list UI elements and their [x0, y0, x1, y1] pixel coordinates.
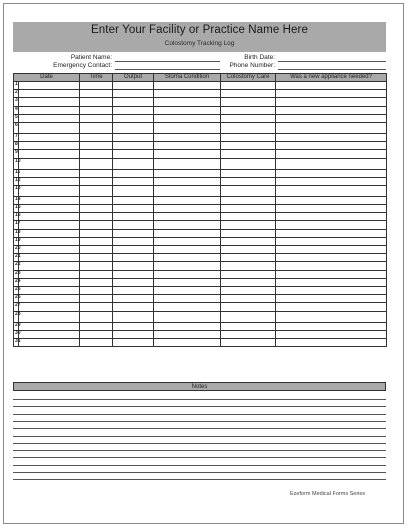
table-row	[14, 237, 387, 245]
table-cell[interactable]	[154, 330, 221, 338]
table-row	[14, 142, 387, 150]
table-cell[interactable]	[276, 106, 387, 114]
table-cell[interactable]	[221, 322, 276, 330]
table-cell[interactable]	[154, 286, 221, 294]
emergency-contact-label: Emergency Contact:	[53, 62, 112, 69]
table-cell[interactable]	[113, 270, 154, 278]
table-cell[interactable]	[276, 122, 387, 133]
table-cell[interactable]	[276, 262, 387, 270]
row-number: 22	[14, 262, 19, 270]
table-cell[interactable]	[154, 98, 221, 106]
table-cell[interactable]	[80, 205, 113, 213]
table-cell[interactable]	[276, 213, 387, 221]
row-number: 14	[14, 196, 19, 204]
colostomy-log-table	[13, 73, 387, 347]
table-cell[interactable]	[80, 185, 113, 196]
table-cell[interactable]	[276, 185, 387, 196]
notes-line[interactable]	[13, 443, 386, 444]
row-number: 7	[14, 133, 19, 141]
table-cell[interactable]	[154, 246, 221, 254]
table-cell[interactable]	[276, 90, 387, 98]
table-cell[interactable]	[113, 142, 154, 150]
table-cell[interactable]	[80, 98, 113, 106]
row-number: 10	[14, 158, 19, 169]
table-cell[interactable]	[221, 338, 276, 346]
phone-number-label: Phone Number:	[229, 62, 275, 69]
column-header-output: Output	[113, 74, 154, 82]
table-cell[interactable]	[154, 322, 221, 330]
table-cell[interactable]	[19, 303, 80, 311]
table-cell[interactable]	[276, 177, 387, 185]
table-cell[interactable]	[19, 82, 80, 90]
table-cell[interactable]	[154, 229, 221, 237]
table-cell[interactable]	[19, 262, 80, 270]
table-cell[interactable]	[113, 246, 154, 254]
notes-line[interactable]	[13, 472, 386, 473]
notes-line[interactable]	[13, 465, 386, 466]
row-number: 23	[14, 270, 19, 278]
table-cell[interactable]	[221, 254, 276, 262]
table-cell[interactable]	[113, 286, 154, 294]
table-cell[interactable]	[221, 122, 276, 133]
table-cell[interactable]	[154, 169, 221, 177]
table-cell[interactable]	[221, 295, 276, 303]
table-cell[interactable]	[221, 330, 276, 338]
table-cell[interactable]	[113, 221, 154, 229]
notes-line[interactable]	[13, 428, 386, 429]
emergency-contact-field[interactable]	[115, 69, 220, 70]
table-cell[interactable]	[113, 82, 154, 90]
table-cell[interactable]	[276, 338, 387, 346]
table-row	[14, 133, 387, 141]
table-cell[interactable]	[19, 286, 80, 294]
row-number: 29	[14, 322, 19, 330]
table-cell[interactable]	[19, 237, 80, 245]
column-header-date: Date	[14, 74, 80, 82]
column-header-time: Time	[80, 74, 113, 82]
table-cell[interactable]	[113, 229, 154, 237]
footer-credit: Ezeform Medical Forms Series	[290, 491, 366, 497]
column-header-colostomy-care: Colostomy Care	[221, 74, 276, 82]
table-cell[interactable]	[80, 295, 113, 303]
row-number: 31	[14, 338, 19, 346]
table-cell[interactable]	[113, 205, 154, 213]
table-row	[14, 213, 387, 221]
table-cell[interactable]	[154, 303, 221, 311]
table-cell[interactable]	[80, 169, 113, 177]
table-cell[interactable]	[80, 158, 113, 169]
table-cell[interactable]	[221, 286, 276, 294]
table-cell[interactable]	[221, 278, 276, 286]
row-number: 19	[14, 237, 19, 245]
table-cell[interactable]	[276, 158, 387, 169]
table-cell[interactable]	[19, 221, 80, 229]
table-cell[interactable]	[80, 142, 113, 150]
table-cell[interactable]	[154, 237, 221, 245]
table-cell[interactable]	[221, 270, 276, 278]
table-cell[interactable]	[19, 196, 80, 204]
table-cell[interactable]	[154, 205, 221, 213]
table-cell[interactable]	[80, 82, 113, 90]
table-cell[interactable]	[276, 205, 387, 213]
table-cell[interactable]	[80, 237, 113, 245]
table-cell[interactable]	[113, 322, 154, 330]
row-number: 5	[14, 114, 19, 122]
table-cell[interactable]	[276, 286, 387, 294]
table-cell[interactable]	[19, 177, 80, 185]
table-row	[14, 270, 387, 278]
table-cell[interactable]	[19, 150, 80, 158]
table-cell[interactable]	[221, 133, 276, 141]
table-cell[interactable]	[276, 142, 387, 150]
table-row	[14, 98, 387, 106]
row-number: 9	[14, 150, 19, 158]
column-header-stoma-condition: Stoma Condition	[154, 74, 221, 82]
table-cell[interactable]	[276, 270, 387, 278]
table-row	[14, 303, 387, 311]
table-cell[interactable]	[221, 90, 276, 98]
table-cell[interactable]	[113, 254, 154, 262]
table-cell[interactable]	[221, 106, 276, 114]
table-cell[interactable]	[113, 303, 154, 311]
table-cell[interactable]	[221, 311, 276, 322]
notes-line[interactable]	[13, 399, 386, 400]
table-cell[interactable]	[80, 196, 113, 204]
table-cell[interactable]	[276, 278, 387, 286]
notes-line[interactable]	[13, 406, 386, 407]
table-cell[interactable]	[276, 322, 387, 330]
table-cell[interactable]	[19, 122, 80, 133]
table-cell[interactable]	[80, 303, 113, 311]
table-cell[interactable]	[221, 196, 276, 204]
row-number: 2	[14, 90, 19, 98]
row-number: 18	[14, 229, 19, 237]
table-row	[14, 205, 387, 213]
table-cell[interactable]	[19, 330, 80, 338]
table-row	[14, 311, 387, 322]
table-cell[interactable]	[113, 90, 154, 98]
notes-line[interactable]	[13, 421, 386, 422]
table-cell[interactable]	[154, 106, 221, 114]
row-number: 26	[14, 295, 19, 303]
table-cell[interactable]	[19, 246, 80, 254]
row-number: 3	[14, 98, 19, 106]
table-cell[interactable]	[154, 158, 221, 169]
table-cell[interactable]	[80, 270, 113, 278]
table-cell[interactable]	[154, 270, 221, 278]
table-cell[interactable]	[276, 295, 387, 303]
form-header	[13, 22, 386, 52]
table-cell[interactable]	[276, 229, 387, 237]
table-cell[interactable]	[113, 177, 154, 185]
table-row	[14, 196, 387, 204]
table-cell[interactable]	[19, 270, 80, 278]
table-cell[interactable]	[113, 311, 154, 322]
table-row	[14, 185, 387, 196]
table-cell[interactable]	[154, 262, 221, 270]
table-row	[14, 169, 387, 177]
table-cell[interactable]	[19, 158, 80, 169]
table-row	[14, 90, 387, 98]
table-cell[interactable]	[19, 114, 80, 122]
table-cell[interactable]	[113, 133, 154, 141]
table-cell[interactable]	[113, 278, 154, 286]
table-row	[14, 278, 387, 286]
row-number: 25	[14, 286, 19, 294]
table-cell[interactable]	[276, 221, 387, 229]
table-cell[interactable]	[80, 262, 113, 270]
table-cell[interactable]	[113, 98, 154, 106]
notes-line[interactable]	[13, 457, 386, 458]
row-number: 15	[14, 205, 19, 213]
table-cell[interactable]	[80, 322, 113, 330]
table-cell[interactable]	[221, 229, 276, 237]
table-cell[interactable]	[154, 295, 221, 303]
row-number: 1	[14, 82, 19, 90]
table-cell[interactable]	[154, 213, 221, 221]
table-cell[interactable]	[221, 237, 276, 245]
row-number: 4	[14, 106, 19, 114]
table-cell[interactable]	[113, 237, 154, 245]
column-header-new-appliance: Was a new appliance needed?	[276, 74, 387, 82]
table-cell[interactable]	[276, 150, 387, 158]
table-row	[14, 82, 387, 90]
table-cell[interactable]	[80, 213, 113, 221]
table-cell[interactable]	[113, 196, 154, 204]
table-cell[interactable]	[113, 158, 154, 169]
table-cell[interactable]	[276, 169, 387, 177]
table-cell[interactable]	[276, 133, 387, 141]
notes-line[interactable]	[13, 414, 386, 415]
table-cell[interactable]	[113, 330, 154, 338]
table-cell[interactable]	[221, 303, 276, 311]
table-cell[interactable]	[113, 150, 154, 158]
table-cell[interactable]	[276, 330, 387, 338]
row-number: 27	[14, 303, 19, 311]
row-number: 30	[14, 330, 19, 338]
row-number: 24	[14, 278, 19, 286]
table-cell[interactable]	[154, 278, 221, 286]
table-cell[interactable]	[276, 114, 387, 122]
table-cell[interactable]	[19, 295, 80, 303]
table-cell[interactable]	[154, 196, 221, 204]
table-cell[interactable]	[19, 311, 80, 322]
table-cell[interactable]	[154, 122, 221, 133]
table-row	[14, 295, 387, 303]
table-cell[interactable]	[276, 254, 387, 262]
table-cell[interactable]	[80, 221, 113, 229]
table-cell[interactable]	[80, 330, 113, 338]
table-cell[interactable]	[221, 158, 276, 169]
table-cell[interactable]	[113, 122, 154, 133]
row-number: 21	[14, 254, 19, 262]
table-cell[interactable]	[221, 185, 276, 196]
table-cell[interactable]	[19, 90, 80, 98]
table-cell[interactable]	[113, 114, 154, 122]
notes-line[interactable]	[13, 450, 386, 451]
table-cell[interactable]	[154, 221, 221, 229]
table-row	[14, 286, 387, 294]
row-number: 17	[14, 221, 19, 229]
table-row	[14, 229, 387, 237]
table-cell[interactable]	[276, 82, 387, 90]
table-row	[14, 254, 387, 262]
table-header-row	[14, 74, 387, 82]
table-cell[interactable]	[80, 246, 113, 254]
table-cell[interactable]	[80, 150, 113, 158]
table-cell[interactable]	[80, 338, 113, 346]
table-cell[interactable]	[80, 311, 113, 322]
table-cell[interactable]	[276, 98, 387, 106]
table-cell[interactable]	[221, 114, 276, 122]
phone-number-field[interactable]	[278, 69, 386, 70]
table-cell[interactable]	[80, 122, 113, 133]
table-cell[interactable]	[276, 246, 387, 254]
table-row	[14, 158, 387, 169]
table-cell[interactable]	[80, 177, 113, 185]
table-cell[interactable]	[154, 254, 221, 262]
table-cell[interactable]	[221, 221, 276, 229]
row-number: 11	[14, 169, 19, 177]
table-cell[interactable]	[221, 82, 276, 90]
table-cell[interactable]	[19, 106, 80, 114]
table-cell[interactable]	[19, 185, 80, 196]
table-cell[interactable]	[221, 169, 276, 177]
table-cell[interactable]	[221, 246, 276, 254]
table-cell[interactable]	[221, 205, 276, 213]
row-number: 12	[14, 177, 19, 185]
table-cell[interactable]	[19, 322, 80, 330]
table-row	[14, 262, 387, 270]
notes-header: Notes	[13, 382, 386, 391]
row-number: 13	[14, 185, 19, 196]
table-cell[interactable]	[80, 286, 113, 294]
table-cell[interactable]	[276, 311, 387, 322]
table-cell[interactable]	[113, 185, 154, 196]
table-cell[interactable]	[113, 106, 154, 114]
row-number: 6	[14, 122, 19, 133]
notes-line[interactable]	[13, 479, 386, 480]
facility-title[interactable]: Enter Your Facility or Practice Name Here	[91, 24, 308, 36]
table-cell[interactable]	[80, 133, 113, 141]
table-row	[14, 322, 387, 330]
table-cell[interactable]	[221, 213, 276, 221]
table-cell[interactable]	[221, 98, 276, 106]
table-cell[interactable]	[19, 229, 80, 237]
table-cell[interactable]	[154, 185, 221, 196]
table-cell[interactable]	[19, 338, 80, 346]
table-cell[interactable]	[154, 177, 221, 185]
table-cell[interactable]	[19, 142, 80, 150]
table-cell[interactable]	[113, 262, 154, 270]
table-row	[14, 150, 387, 158]
row-number: 20	[14, 246, 19, 254]
table-cell[interactable]	[80, 229, 113, 237]
table-cell[interactable]	[19, 98, 80, 106]
birth-date-label: Birth Date:	[244, 54, 275, 61]
row-number: 8	[14, 142, 19, 150]
table-cell[interactable]	[19, 254, 80, 262]
table-row	[14, 221, 387, 229]
table-cell[interactable]	[80, 278, 113, 286]
table-cell[interactable]	[80, 114, 113, 122]
table-cell[interactable]	[154, 150, 221, 158]
table-row	[14, 122, 387, 133]
table-row	[14, 177, 387, 185]
table-cell[interactable]	[221, 142, 276, 150]
table-cell[interactable]	[221, 177, 276, 185]
table-row	[14, 330, 387, 338]
table-cell[interactable]	[113, 169, 154, 177]
table-cell[interactable]	[154, 90, 221, 98]
table-cell[interactable]	[154, 133, 221, 141]
table-cell[interactable]	[221, 150, 276, 158]
form-subtitle: Colostomy Tracking Log	[164, 40, 235, 47]
notes-line[interactable]	[13, 436, 386, 437]
table-cell[interactable]	[154, 338, 221, 346]
row-number: 28	[14, 311, 19, 322]
birth-date-field[interactable]	[278, 61, 386, 62]
table-row	[14, 246, 387, 254]
table-cell[interactable]	[221, 262, 276, 270]
table-cell[interactable]	[113, 338, 154, 346]
table-cell[interactable]	[154, 311, 221, 322]
table-cell[interactable]	[19, 213, 80, 221]
table-cell[interactable]	[276, 303, 387, 311]
table-cell[interactable]	[80, 106, 113, 114]
table-cell[interactable]	[19, 169, 80, 177]
table-cell[interactable]	[154, 142, 221, 150]
row-number: 16	[14, 213, 19, 221]
table-cell[interactable]	[19, 205, 80, 213]
table-cell[interactable]	[19, 278, 80, 286]
table-row	[14, 338, 387, 346]
table-cell[interactable]	[19, 133, 80, 141]
table-cell[interactable]	[113, 213, 154, 221]
table-cell[interactable]	[154, 82, 221, 90]
table-cell[interactable]	[113, 295, 154, 303]
table-cell[interactable]	[80, 254, 113, 262]
patient-name-label: Patient Name:	[70, 54, 112, 61]
table-row	[14, 106, 387, 114]
table-row	[14, 114, 387, 122]
table-cell[interactable]	[154, 114, 221, 122]
table-cell[interactable]	[276, 196, 387, 204]
table-cell[interactable]	[276, 237, 387, 245]
table-cell[interactable]	[80, 90, 113, 98]
